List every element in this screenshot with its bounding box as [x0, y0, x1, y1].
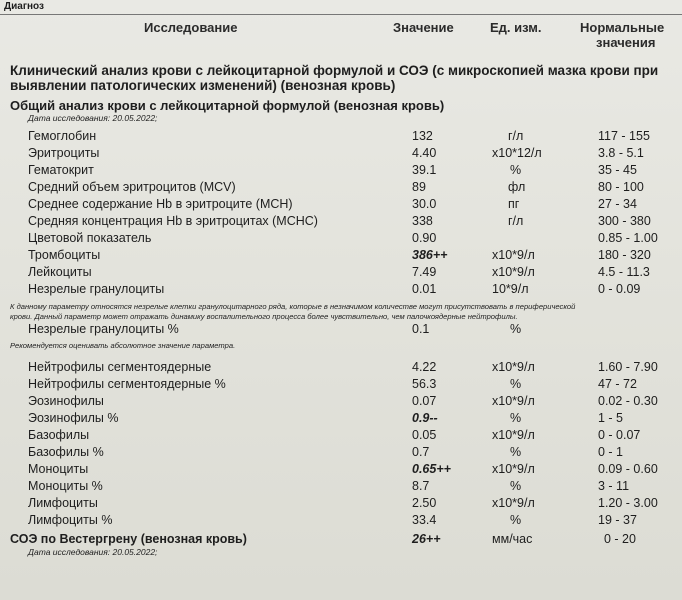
row-name: Лимфоциты % [28, 513, 113, 527]
row-value: 0.05 [412, 428, 437, 442]
row-norm: 0.85 - 1.00 [598, 231, 658, 245]
row-norm: 47 - 72 [598, 377, 637, 391]
table-row [0, 360, 682, 377]
col-header-norm-1: Нормальные [580, 20, 665, 35]
row-name: Моноциты [28, 462, 89, 476]
row-value: 338 [412, 214, 433, 228]
row-value: 4.40 [412, 146, 437, 160]
row-norm: 3.8 - 5.1 [598, 146, 644, 160]
row-name: Гематокрит [28, 163, 94, 177]
row-value: 33.4 [412, 513, 437, 527]
row-unit: x10*9/л [492, 394, 535, 408]
table-row [0, 180, 682, 197]
table-row [0, 248, 682, 265]
col-header-norm-2: значения [596, 35, 656, 50]
row-norm: 80 - 100 [598, 180, 644, 194]
row-norm: 27 - 34 [598, 197, 637, 211]
table-row [0, 428, 682, 445]
row-name: Нейтрофилы сегментоядерные % [28, 377, 226, 391]
row-norm: 300 - 380 [598, 214, 651, 228]
row-norm: 0.09 - 0.60 [598, 462, 658, 476]
row-name: Базофилы [28, 428, 90, 442]
row-unit: % [510, 513, 522, 527]
row-value: 386++ [412, 248, 448, 262]
row-name: Средний объем эритроцитов (MCV) [28, 180, 236, 194]
row-name: Среднее содержание Hb в эритроците (MCH) [28, 197, 293, 211]
row-unit: x10*9/л [492, 360, 535, 374]
row-value: 0.7 [412, 445, 430, 459]
row-value: 0.90 [412, 231, 437, 245]
row-name: Незрелые гранулоциты % [28, 322, 179, 336]
row-value: 2.50 [412, 496, 437, 510]
row-unit: % [510, 479, 522, 493]
row-norm: 0.02 - 0.30 [598, 394, 658, 408]
row-name: Цветовой показатель [28, 231, 152, 245]
row-value: 89 [412, 180, 426, 194]
row-unit: % [510, 445, 522, 459]
row-norm: 180 - 320 [598, 248, 651, 262]
note-immature-line2: крови. Данный параметр может отражать динамику воспалительного процесса более чувствительно, чем палочкоядерные нейтрофилы. [10, 312, 518, 321]
esr-unit: мм/час [492, 532, 533, 546]
table-row [0, 496, 682, 513]
report-title-line1: Клинический анализ крови с лейкоцитарной формулой и СОЭ (с микроскопией мазка крови при [10, 63, 659, 78]
diagnosis-label: Диагноз [4, 1, 44, 12]
row-name: Тромбоциты [28, 248, 101, 262]
row-norm: 1.60 - 7.90 [598, 360, 658, 374]
row-value: 132 [412, 129, 433, 143]
row-unit: x10*9/л [492, 248, 535, 262]
row-name: Базофилы % [28, 445, 104, 459]
row-name: Нейтрофилы сегментоядерные [28, 360, 212, 374]
row-unit: г/л [508, 214, 524, 228]
table-row [0, 282, 682, 299]
row-norm: 19 - 37 [598, 513, 637, 527]
row-unit: x10*9/л [492, 265, 535, 279]
row-unit: x10*12/л [492, 146, 542, 160]
table-row [0, 129, 682, 146]
row-norm: 1 - 5 [598, 411, 624, 425]
row-norm: 0 - 1 [598, 445, 624, 459]
table-row [0, 479, 682, 496]
table-row [0, 394, 682, 411]
row-value: 0.1 [412, 322, 430, 336]
table-row [0, 265, 682, 282]
row-unit: % [510, 411, 522, 425]
section-cbc-date: Дата исследования: 20.05.2022; [28, 113, 158, 123]
row-value: 4.22 [412, 360, 437, 374]
row-norm: 35 - 45 [598, 163, 637, 177]
row-unit: фл [508, 180, 526, 194]
row-name: Гемоглобин [28, 129, 97, 143]
row-value: 8.7 [412, 479, 430, 493]
row-name: Эритроциты [28, 146, 100, 160]
row-value: 0.01 [412, 282, 437, 296]
section-cbc-title: Общий анализ крови с лейкоцитарной формулой (венозная кровь) [10, 98, 445, 113]
row-unit: x10*9/л [492, 428, 535, 442]
row-name: Средняя концентрация Hb в эритроцитах (MCHC) [28, 214, 318, 228]
row-unit: % [510, 163, 522, 177]
row-norm: 0 - 0.07 [598, 428, 641, 442]
row-norm: 117 - 155 [598, 129, 650, 143]
row-value: 56.3 [412, 377, 437, 391]
table-row [0, 322, 682, 339]
row-norm: 4.5 - 11.3 [598, 265, 650, 279]
row-name: Лейкоциты [28, 265, 92, 279]
report-title-line2: выявлении патологических изменений) (венозная кровь) [10, 78, 396, 93]
col-header-study: Исследование [144, 20, 238, 35]
col-header-unit: Ед. изм. [490, 20, 542, 35]
note-absolute: Рекомендуется оценивать абсолютное значение параметра. [10, 341, 236, 350]
row-unit: пг [508, 197, 520, 211]
table-row [0, 146, 682, 163]
row-norm: 1.20 - 3.00 [598, 496, 658, 510]
row-unit: x10*9/л [492, 496, 535, 510]
top-bar [0, 0, 682, 15]
row-norm: 0 - 0.09 [598, 282, 641, 296]
table-row [0, 377, 682, 394]
note-immature-line1: К данному параметру относятся незрелые клетки гранулоцитарного ряда, которые в незначимом количестве могут присутствовать в периферической [10, 302, 576, 311]
row-unit: 10*9/л [492, 282, 529, 296]
row-value: 0.65++ [412, 462, 451, 476]
table-row [0, 197, 682, 214]
row-name: Лимфоциты [28, 496, 98, 510]
row-name: Незрелые гранулоциты [28, 282, 165, 296]
row-value: 39.1 [412, 163, 437, 177]
row-unit: % [510, 377, 522, 391]
row-value: 0.07 [412, 394, 437, 408]
row-name: Моноциты % [28, 479, 103, 493]
row-unit: % [510, 322, 522, 336]
table-row [0, 411, 682, 428]
row-value: 0.9-- [412, 411, 438, 425]
table-row [0, 163, 682, 180]
row-value: 30.0 [412, 197, 437, 211]
row-name: Эозинофилы [28, 394, 104, 408]
row-name: Эозинофилы % [28, 411, 119, 425]
row-value: 7.49 [412, 265, 437, 279]
table-row [0, 445, 682, 462]
table-row [0, 513, 682, 530]
col-header-value: Значение [393, 20, 454, 35]
row-norm: 3 - 11 [598, 479, 630, 493]
esr-norm: 0 - 20 [604, 532, 636, 546]
esr-name: СОЭ по Вестергрену (венозная кровь) [10, 532, 247, 546]
esr-value: 26++ [412, 532, 441, 546]
row-unit: x10*9/л [492, 462, 535, 476]
table-row [0, 214, 682, 231]
row-unit: г/л [508, 129, 524, 143]
esr-date: Дата исследования: 20.05.2022; [28, 547, 158, 557]
table-row [0, 231, 682, 248]
table-row [0, 462, 682, 479]
